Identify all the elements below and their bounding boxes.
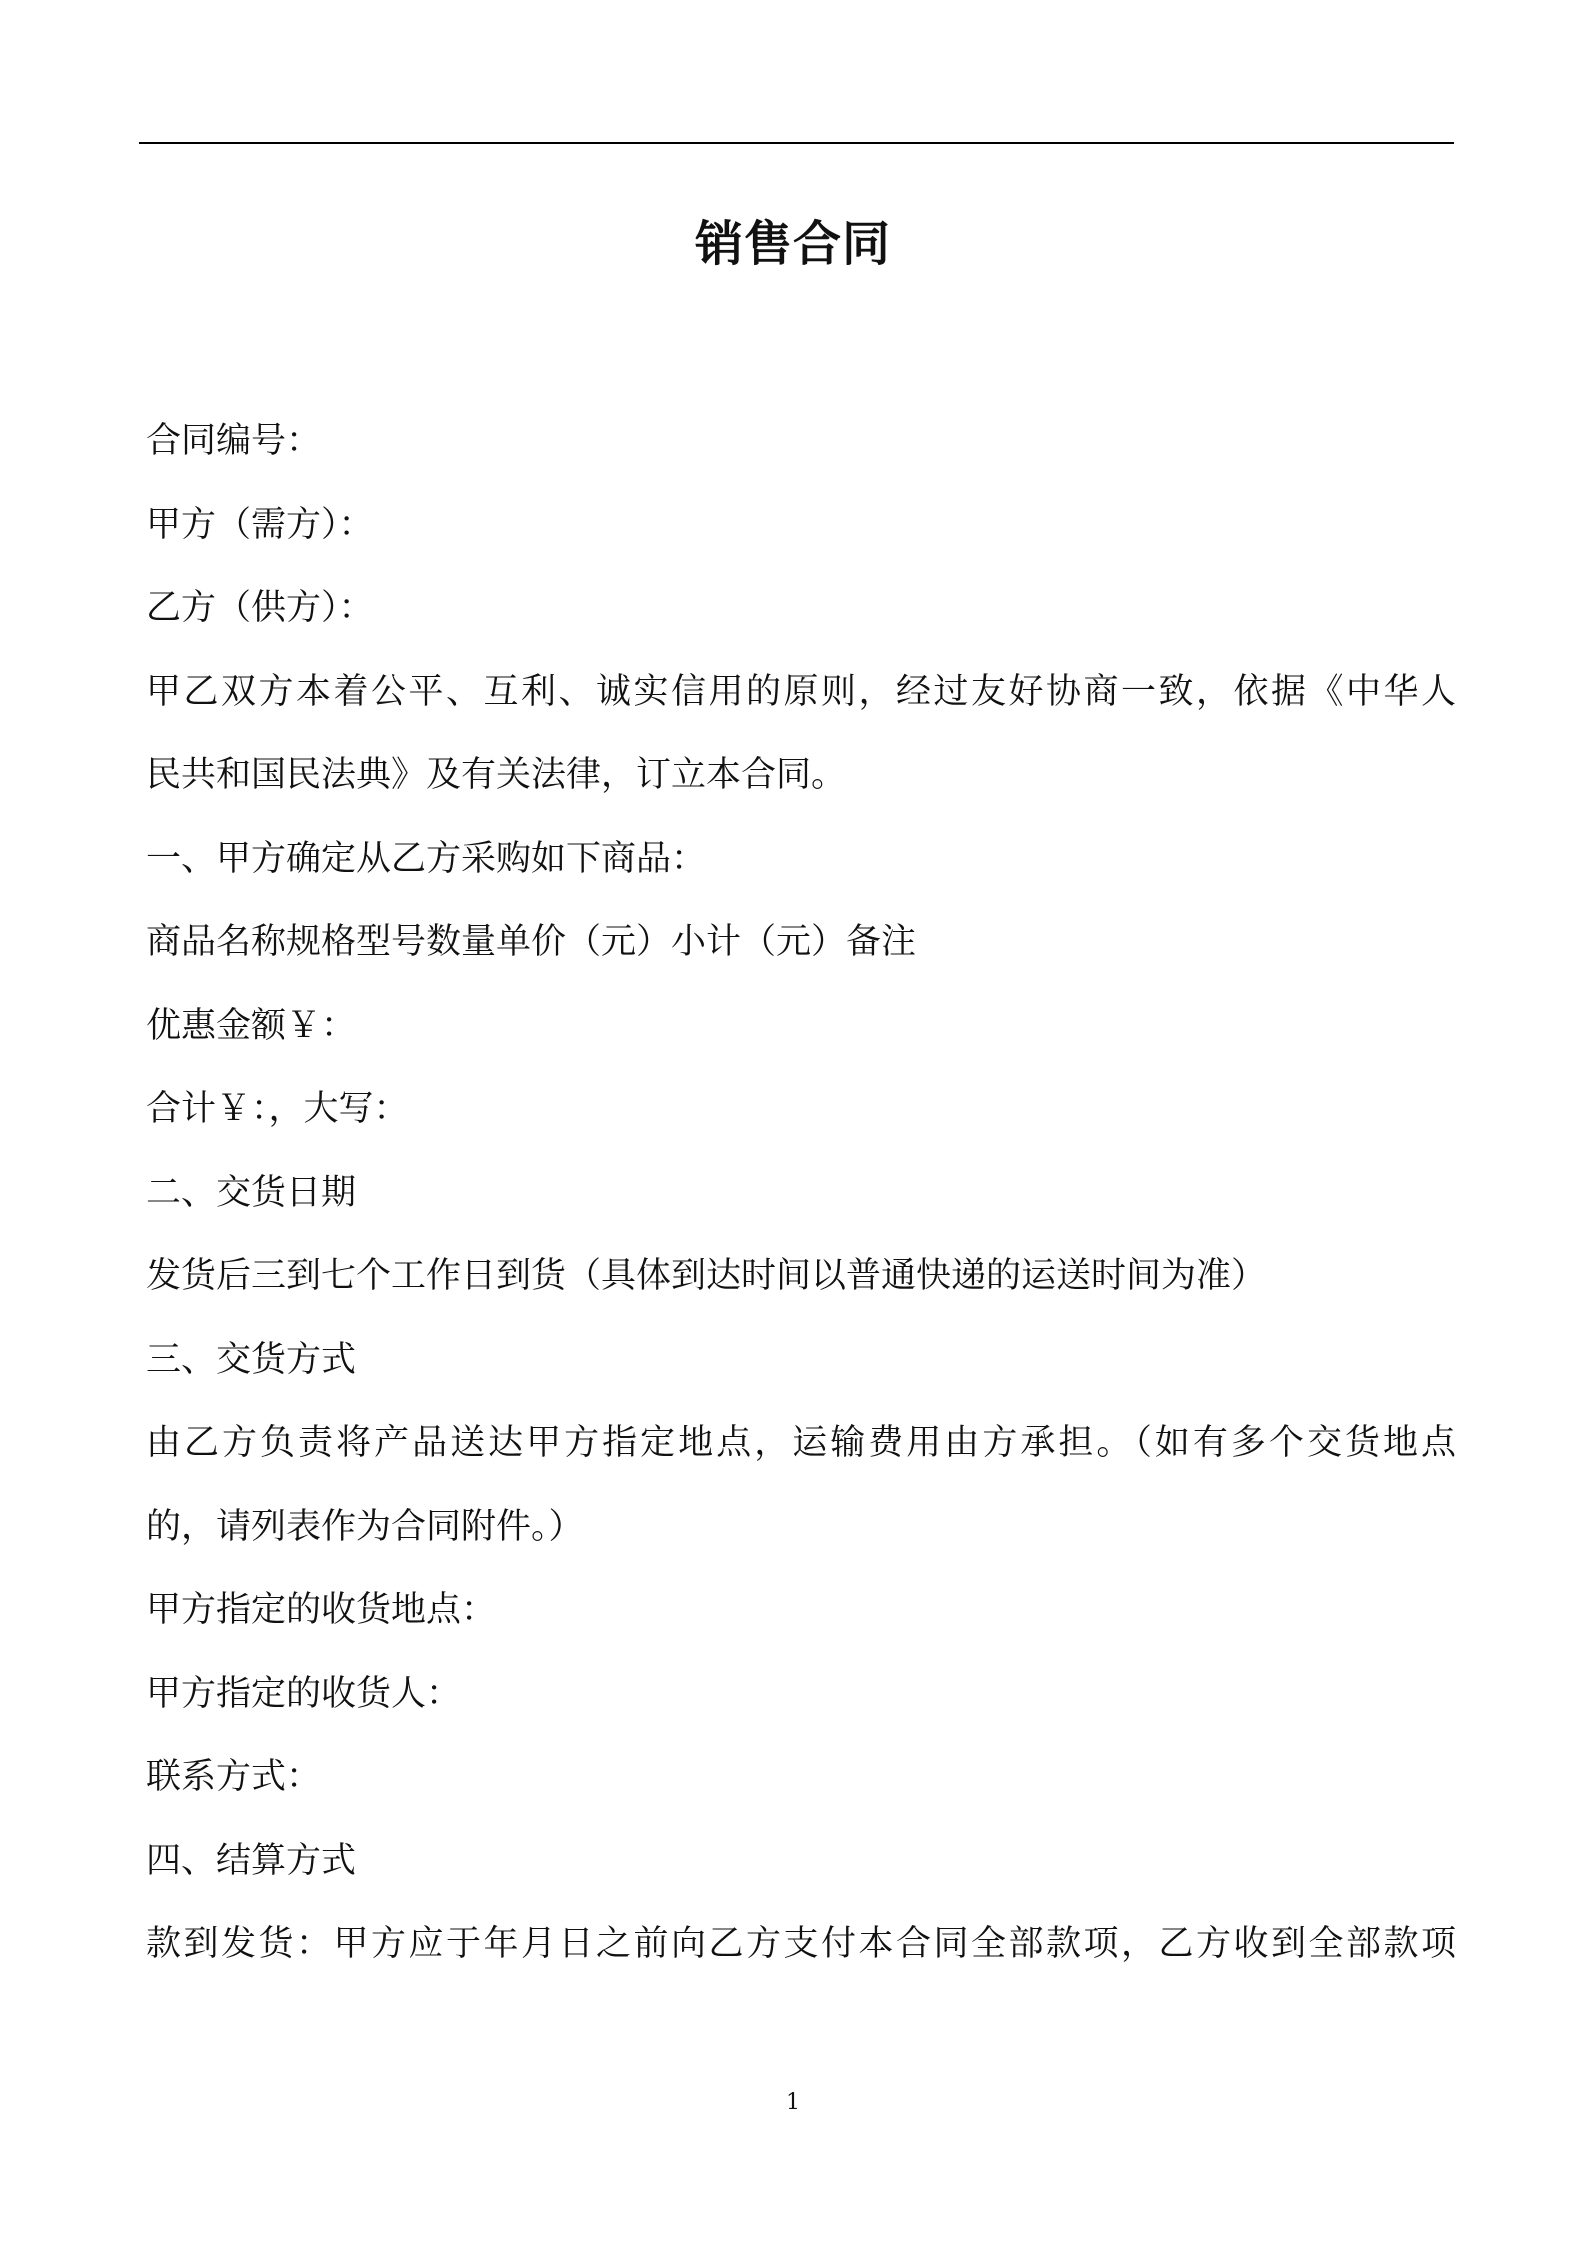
field-discount-amount: 优惠金额￥： xyxy=(146,1005,357,1046)
field-consignee: 甲方指定的收货人： xyxy=(146,1673,462,1714)
section-heading: 四、结算方式 xyxy=(146,1840,357,1881)
field-party-b: 乙方（供方）： xyxy=(146,588,374,628)
field-delivery-address: 甲方指定的收货地点： xyxy=(146,1590,497,1630)
section-heading: 一、甲方确定从乙方采购如下商品： xyxy=(146,838,707,879)
header-rule xyxy=(139,142,1454,144)
field-total-amount: 合计￥：，大写： xyxy=(146,1089,409,1129)
paragraph-line: 由乙方负责将产品送达甲方指定地点，运输费用由方承担。（如有多个交货地点 xyxy=(146,1423,1456,1463)
field-contact: 联系方式： xyxy=(146,1757,322,1797)
paragraph-line: 甲乙双方本着公平、互利、诚实信用的原则，经过友好协商一致，依据《中华人 xyxy=(146,671,1456,712)
field-contract-number: 合同编号： xyxy=(146,421,322,461)
page-number: 1 xyxy=(786,2090,800,2115)
paragraph-line: 民共和国民法典》及有关法律，订立本合同。 xyxy=(146,755,847,795)
field-party-a: 甲方（需方）： xyxy=(146,504,374,545)
paragraph-line: 发货后三到七个工作日到货（具体到达时间以普通快递的运送时间为准） xyxy=(146,1256,1267,1296)
document-body xyxy=(146,400,1456,1987)
document-title: 销售合同 xyxy=(694,216,891,272)
section-heading: 三、交货方式 xyxy=(146,1339,357,1380)
paragraph-line: 的，请列表作为合同附件。） xyxy=(146,1506,584,1547)
section-heading: 二、交货日期 xyxy=(146,1172,357,1213)
paragraph-line: 款到发货：甲方应于年月日之前向乙方支付本合同全部款项，乙方收到全部款项 xyxy=(146,1924,1456,1964)
goods-table-header: 商品名称规格型号数量单价（元）小计（元）备注 xyxy=(146,922,917,962)
